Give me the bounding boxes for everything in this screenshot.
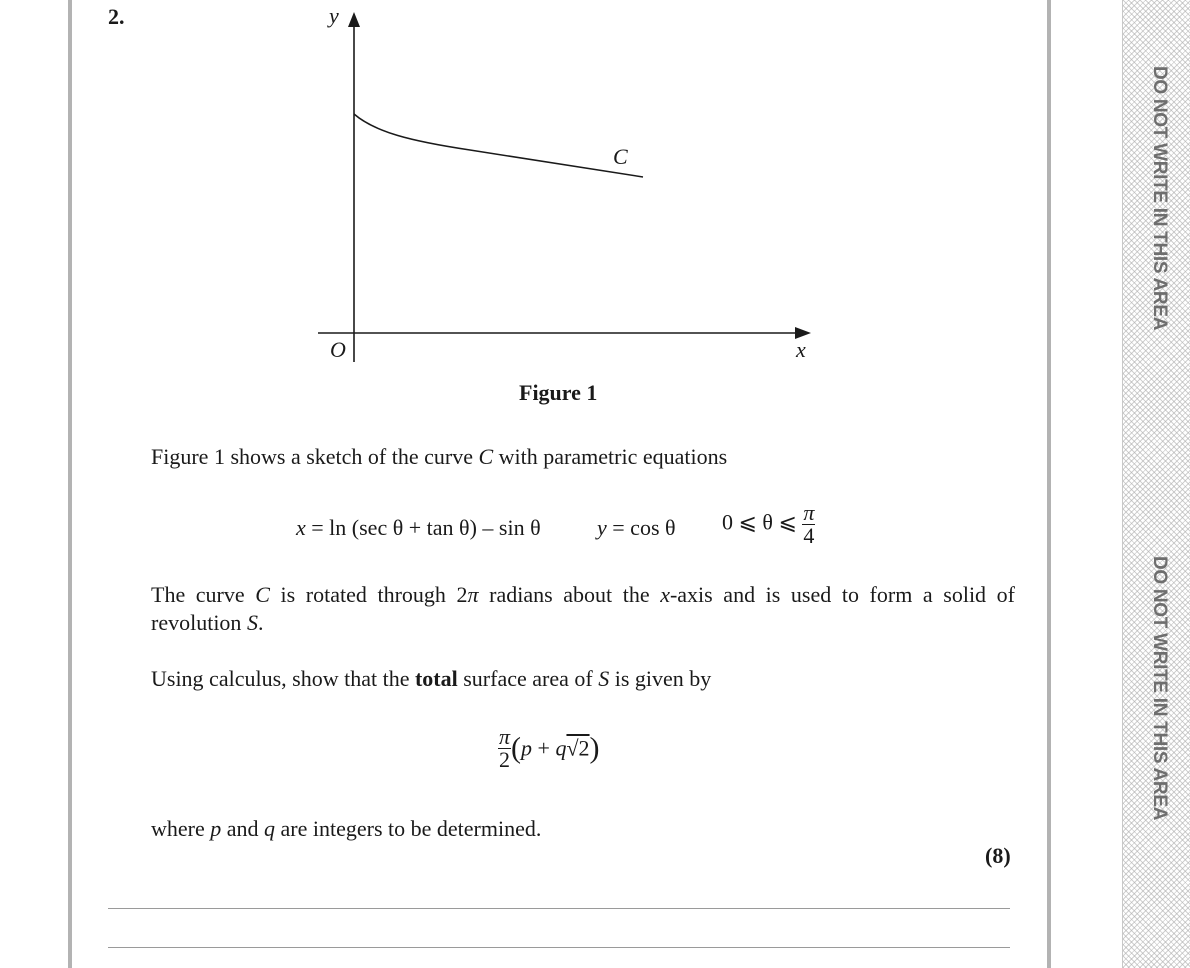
origin-label: O [330, 337, 346, 362]
question-number: 2. [108, 4, 125, 29]
theta-range: 0 ⩽ θ ⩽ $\frac{\pi}{4}$ [722, 500, 815, 548]
y-axis-arrow-icon [348, 12, 360, 27]
where-text: where p and q are integers to be determined. [151, 816, 542, 841]
margin-warning-bottom: DO NOT WRITE IN THIS AREA [1149, 556, 1170, 821]
figure-1-sketch [0, 0, 1190, 420]
answer-line[interactable] [108, 908, 1010, 909]
pi-over-2-fraction: $\frac{\pi}{2}$ [499, 724, 511, 772]
pi-over-4-fraction: $\frac{\pi}{4}$ [803, 500, 815, 548]
x-axis-label: x [796, 337, 806, 362]
intro-text: Figure 1 shows a sketch of the curve C with parametric equations [151, 444, 728, 469]
y-equation: y = cos θ [597, 515, 676, 540]
marks-label: (8) [985, 843, 1011, 868]
y-axis-label: y [329, 3, 339, 28]
curve-label: C [613, 144, 628, 169]
task-text: Using calculus, show that the total surface area of S is given by [151, 666, 712, 691]
margin-warning-top: DO NOT WRITE IN THIS AREA [1149, 66, 1170, 331]
x-equation: x = ln (sec θ + tan θ) – sin θ [296, 515, 541, 540]
curve-c [354, 114, 643, 177]
surface-area-expression: $\frac{\pi}{2}$ (p + q√2) [499, 724, 600, 772]
answer-line[interactable] [108, 947, 1010, 948]
rotation-text: The curve C is rotated through 2π radians about the x-axis and is used to form a solid of revolution S. [151, 582, 1015, 635]
figure-caption: Figure 1 [519, 380, 598, 405]
